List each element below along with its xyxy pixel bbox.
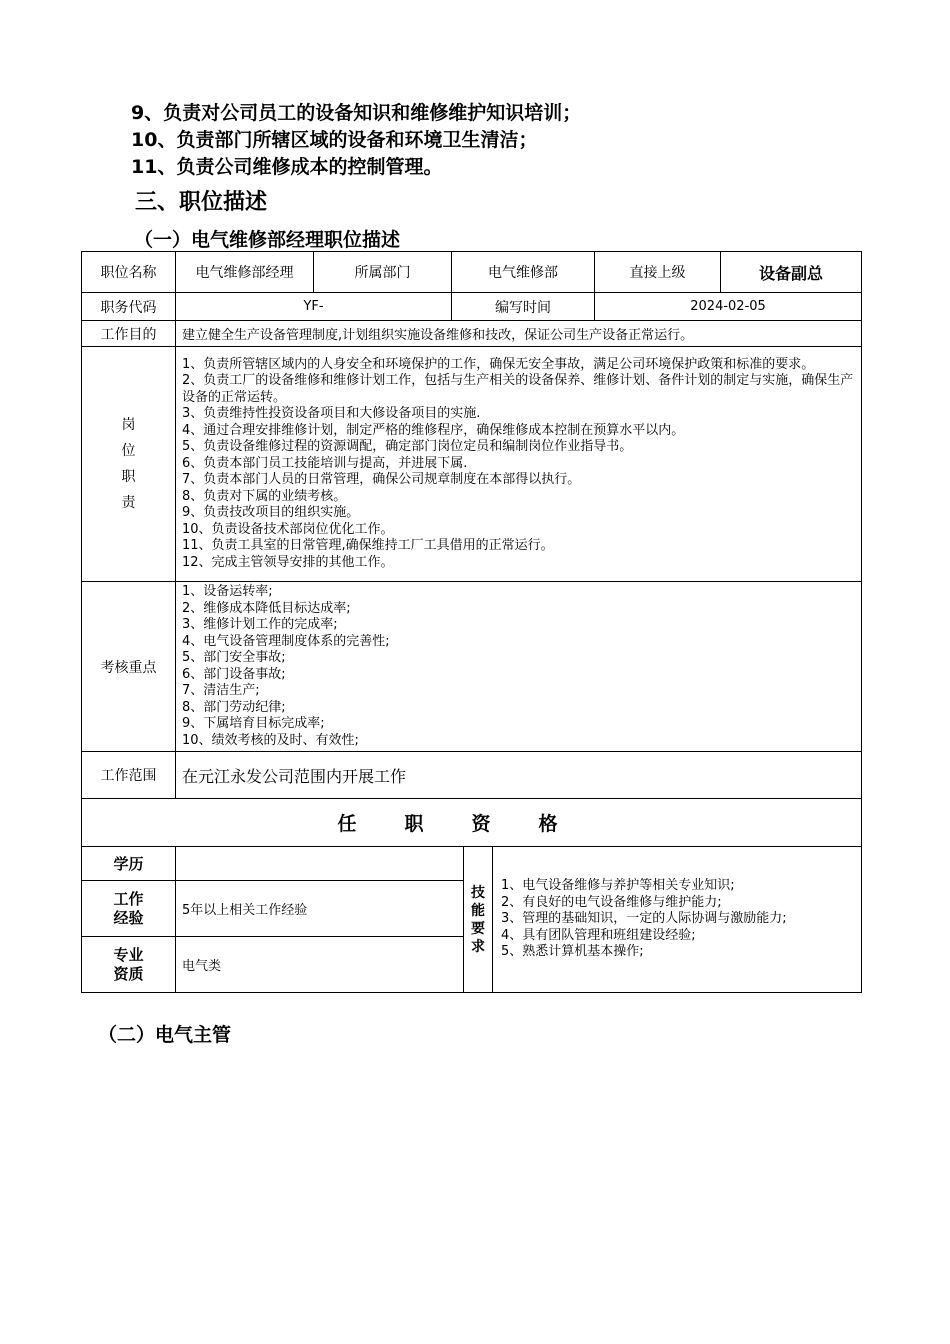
list-item: 9、负责技改项目的组织实施。 [182,505,360,521]
table-row [82,799,862,847]
list-item: 3、负责维持性投资设备项目和大修设备项目的实施. [182,406,481,422]
list-item: 11、负责工具室的日常管理,确保维持工厂工具借用的正常运行。 [182,538,554,554]
table-row [82,847,862,881]
duties-label-char: 位 [121,443,136,459]
goal-label: 工作目的 [82,321,176,347]
education-label: 学历 [82,847,176,881]
list-item: 4、具有团队管理和班组建设经验; [501,927,696,943]
list-item: 4、通过合理安排维修计划，制定严格的维修程序，确保维修成本控制在预算水平以内。 [182,422,685,438]
experience-value: 5年以上相关工作经验 [176,881,464,937]
date-label: 编写时间 [452,293,595,321]
professional-label [82,937,176,993]
list-item: 1、电气设备维修与养护等相关专业知识; [501,878,735,894]
experience-label [82,881,176,937]
experience-label-line: 经验 [113,908,144,927]
assessment-label: 考核重点 [82,582,176,752]
list-item: 9、下属培育目标完成率; [182,716,325,731]
code-label: 职务代码 [82,293,176,321]
duties-list [176,347,862,582]
list-item: 4、电气设备管理制度体系的完善性; [182,633,390,649]
skills-label-char: 技 [471,884,485,901]
table-row [82,293,862,321]
subsection-title: （二）电气主管 [98,1024,232,1046]
list-item: 12、完成主管领导安排的其他工作。 [182,554,394,570]
intro-item: 11、负责公司维修成本的控制管理。 [131,156,443,178]
date-value: 2024-02-05 [595,293,862,321]
list-item: 7、负责本部门人员的日常管理，确保公司规章制度在本部得以执行。 [182,472,581,488]
duties-label-char: 岗 [121,417,136,433]
skills-label-char: 能 [471,902,485,919]
table-row [82,582,862,752]
list-item: 10、绩效考核的及时、有效性; [182,732,359,748]
qualification-title: 任职资格 [82,799,862,847]
list-item: 6、负责本部门员工技能培训与提高，并进展下属. [182,455,468,471]
education-value [176,847,464,881]
intro-list [131,100,581,181]
professional-value: 电气类 [176,937,464,993]
superior-label: 直接上级 [595,252,721,293]
list-item: 3、管理的基础知识，一定的人际协调与激励能力; [501,911,787,927]
skills-label-char: 求 [471,938,485,955]
intro-item: 10、负责部门所辖区域的设备和环境卫生清洁； [131,129,538,151]
superior-value: 设备副总 [721,252,862,293]
professional-label-line: 资质 [113,964,144,983]
skills-label [464,847,493,993]
section-title: 三、职位描述 [135,190,268,215]
list-item: 8、部门劳动纪律; [182,699,286,715]
position-label: 职位名称 [82,252,176,293]
table-row [82,347,862,582]
list-item: 6、部门设备事故; [182,666,286,682]
duties-label-char: 职 [121,469,136,485]
subsection-title: （一）电气维修部经理职位描述 [134,229,401,251]
scope-value: 在元江永发公司范围内开展工作 [176,752,862,799]
list-item: 5、熟悉计算机基本操作; [501,944,644,960]
assessment-list [176,582,862,752]
table-row [82,752,862,799]
goal-value: 建立健全生产设备管理制度,计划组织实施设备维修和技改，保证公司生产设备正常运行。 [176,321,862,347]
experience-label-line: 工作 [113,889,144,908]
duties-label [82,347,176,582]
list-item: 7、清洁生产; [182,683,260,698]
list-item: 2、维修成本降低目标达成率; [182,600,351,616]
list-item: 3、维修计划工作的完成率; [182,617,338,632]
intro-item: 9、负责对公司员工的设备知识和维修维护知识培训； [131,102,582,124]
list-item: 5、部门安全事故; [182,650,286,665]
scope-label: 工作范围 [82,752,176,799]
table-row [82,252,862,293]
duties-label-char: 责 [121,495,136,511]
list-item: 1、设备运转率; [182,584,273,599]
list-item: 1、负责所管辖区域内的人身安全和环境保护的工作，确保无安全事故，满足公司环境保护政策和标准的要求。 [182,356,815,372]
dept-value: 电气维修部 [452,252,595,293]
list-item: 8、负责对下属的业绩考核。 [182,488,347,504]
list-item: 5、负责设备维修过程的资源调配，确定部门岗位定员和编制岗位作业指导书。 [182,439,633,455]
dept-label: 所属部门 [314,252,452,293]
skills-list [493,847,862,993]
list-item: 2、负责工厂的设备维修和维修计划工作，包括与生产相关的设备保养、维修计划、备件计划的制定与实施，确保生产设备的正常运转。 [182,373,854,405]
list-item: 10、负责设备技术部岗位优化工作。 [182,521,394,537]
position-value: 电气维修部经理 [176,252,314,293]
skills-label-char: 要 [471,920,485,937]
list-item: 2、有良好的电气设备维修与维护能力; [501,894,722,910]
table-row [82,321,862,347]
professional-label-line: 专业 [113,945,144,964]
job-description-table [81,251,862,993]
code-value: YF- [176,293,452,321]
